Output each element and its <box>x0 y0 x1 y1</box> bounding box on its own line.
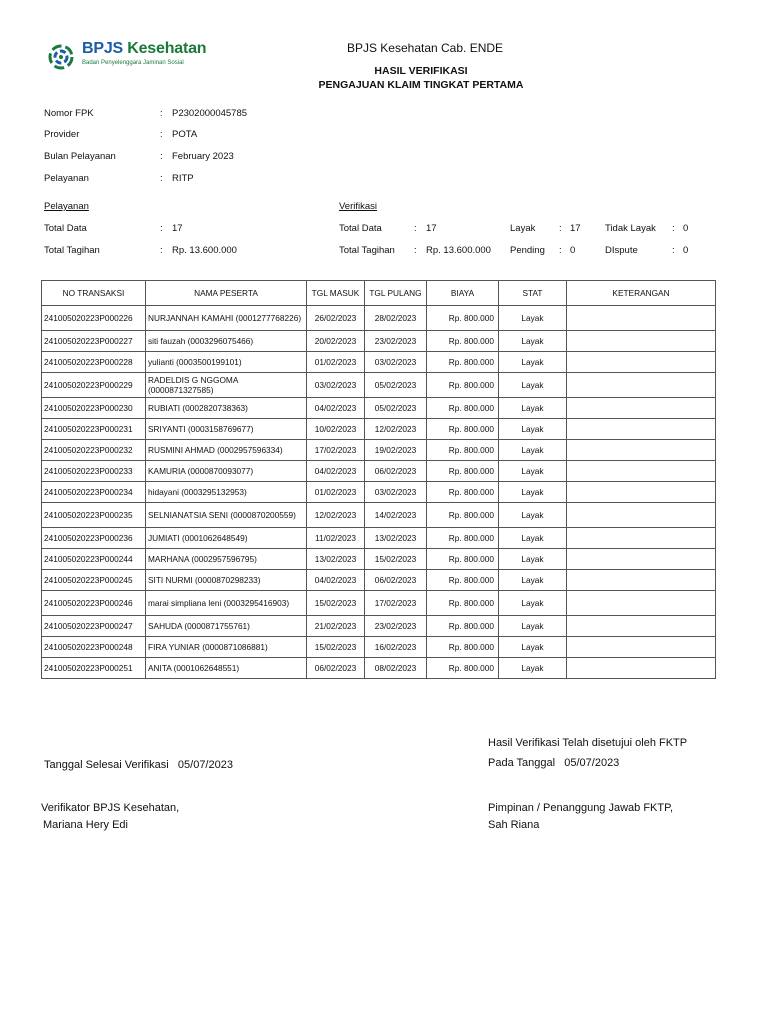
cell-ket <box>567 461 716 482</box>
cell-ket <box>567 373 716 398</box>
nomor-fpk-value: P2302000045785 <box>172 108 248 119</box>
cell-stat: Layak <box>499 503 567 528</box>
cell-biaya: Rp. 800.000 <box>427 658 499 679</box>
cell-masuk: 04/02/2023 <box>307 398 365 419</box>
cell-nama: SELNIANATSIA SENI (0000870200559) <box>146 503 307 528</box>
cell-masuk: 03/02/2023 <box>307 373 365 398</box>
pimpinan-title: Pimpinan / Penanggung Jawab FKTP, <box>488 802 674 814</box>
tidak-layak-label: Tidak Layak <box>605 223 656 234</box>
colon: : <box>414 245 417 256</box>
table-row <box>42 570 716 591</box>
pelayanan-label: Pelayanan <box>44 173 89 184</box>
column-header-tgl-pulang: TGL PULANG <box>365 281 427 306</box>
pel-total-tagihan-label: Total Tagihan <box>44 245 100 256</box>
cell-ket <box>567 419 716 440</box>
cell-ket <box>567 549 716 570</box>
cell-stat: Layak <box>499 331 567 352</box>
cell-pulang: 03/02/2023 <box>365 352 427 373</box>
cell-biaya: Rp. 800.000 <box>427 306 499 331</box>
cell-pulang: 14/02/2023 <box>365 503 427 528</box>
pelayanan-heading: Pelayanan <box>44 201 89 212</box>
cell-nama: hidayani (0003295132953) <box>146 482 307 503</box>
cell-no: 241005020223P000236 <box>42 528 146 549</box>
cell-no: 241005020223P000248 <box>42 637 146 658</box>
cell-pulang: 05/02/2023 <box>365 398 427 419</box>
table-row <box>42 591 716 616</box>
cell-stat: Layak <box>499 528 567 549</box>
bulan-value: February 2023 <box>172 151 234 162</box>
cell-ket <box>567 658 716 679</box>
cell-ket <box>567 352 716 373</box>
cell-stat: Layak <box>499 398 567 419</box>
cell-ket <box>567 306 716 331</box>
cell-masuk: 17/02/2023 <box>307 440 365 461</box>
layak-label: Layak <box>510 223 536 234</box>
cell-pulang: 13/02/2023 <box>365 528 427 549</box>
provider-value: POTA <box>172 129 198 140</box>
verifikator-name: Mariana Hery Edi <box>43 819 128 831</box>
cell-biaya: Rp. 800.000 <box>427 331 499 352</box>
table-body <box>42 306 716 679</box>
cell-masuk: 21/02/2023 <box>307 616 365 637</box>
cell-nama: RUSMINI AHMAD (0002957596334) <box>146 440 307 461</box>
table-row <box>42 616 716 637</box>
cell-biaya: Rp. 800.000 <box>427 398 499 419</box>
cell-ket <box>567 637 716 658</box>
column-header-nama-peserta: NAMA PESERTA <box>146 281 307 306</box>
cell-biaya: Rp. 800.000 <box>427 528 499 549</box>
cell-stat: Layak <box>499 591 567 616</box>
cell-nama: SAHUDA (0000871755761) <box>146 616 307 637</box>
cell-pulang: 03/02/2023 <box>365 482 427 503</box>
cell-stat: Layak <box>499 570 567 591</box>
table-row <box>42 549 716 570</box>
cell-ket <box>567 440 716 461</box>
ver-total-tagihan-label: Total Tagihan <box>339 245 395 256</box>
cell-nama: RUBIATI (0002820738363) <box>146 398 307 419</box>
column-header-biaya: BIAYA <box>427 281 499 306</box>
doc-title: HASIL VERIFIKASI <box>374 65 468 77</box>
provider-label: Provider <box>44 129 80 140</box>
cell-masuk: 10/02/2023 <box>307 419 365 440</box>
table-row <box>42 440 716 461</box>
colon: : <box>559 223 562 234</box>
cell-no: 241005020223P000244 <box>42 549 146 570</box>
approval-date: Pada Tanggal 05/07/2023 <box>488 757 620 769</box>
table-row <box>42 461 716 482</box>
cell-ket <box>567 591 716 616</box>
cell-stat: Layak <box>499 658 567 679</box>
colon: : <box>160 223 163 234</box>
cell-pulang: 12/02/2023 <box>365 419 427 440</box>
verifikasi-heading: Verifikasi <box>339 201 378 212</box>
cell-pulang: 06/02/2023 <box>365 570 427 591</box>
table-row <box>42 637 716 658</box>
cell-biaya: Rp. 800.000 <box>427 503 499 528</box>
cell-masuk: 01/02/2023 <box>307 482 365 503</box>
cell-pulang: 16/02/2023 <box>365 637 427 658</box>
colon: : <box>559 245 562 256</box>
cell-masuk: 04/02/2023 <box>307 570 365 591</box>
colon: : <box>160 108 163 119</box>
cell-pulang: 06/02/2023 <box>365 461 427 482</box>
cell-stat: Layak <box>499 373 567 398</box>
cell-pulang: 05/02/2023 <box>365 373 427 398</box>
colon: : <box>160 245 163 256</box>
cell-stat: Layak <box>499 461 567 482</box>
logo-tagline: Badan Penyelenggara Jaminan Sosial <box>82 60 184 66</box>
cell-biaya: Rp. 800.000 <box>427 440 499 461</box>
ver-total-data-label: Total Data <box>339 223 382 234</box>
colon: : <box>160 173 163 184</box>
cell-masuk: 04/02/2023 <box>307 461 365 482</box>
cell-nama: SITI NURMI (0000870298233) <box>146 570 307 591</box>
cell-nama: KAMURIA (0000870093077) <box>146 461 307 482</box>
table-row <box>42 398 716 419</box>
pel-total-tagihan-value: Rp. 13.600.000 <box>172 245 237 256</box>
cell-pulang: 19/02/2023 <box>365 440 427 461</box>
cell-stat: Layak <box>499 352 567 373</box>
cell-pulang: 23/02/2023 <box>365 331 427 352</box>
table-row <box>42 528 716 549</box>
cell-nama: FIRA YUNIAR (0000871086881) <box>146 637 307 658</box>
cell-masuk: 26/02/2023 <box>307 306 365 331</box>
table-header-row <box>42 281 716 306</box>
pel-total-data-label: Total Data <box>44 223 87 234</box>
pending-value: 0 <box>570 245 576 256</box>
table-row <box>42 373 716 398</box>
colon: : <box>414 223 417 234</box>
cell-nama: JUMIATI (0001062648549) <box>146 528 307 549</box>
cell-biaya: Rp. 800.000 <box>427 373 499 398</box>
cell-nama: marai simpliana leni (0003295416903) <box>146 591 307 616</box>
cell-masuk: 12/02/2023 <box>307 503 365 528</box>
tidak-layak-value: 0 <box>683 223 689 234</box>
ver-total-data-value: 17 <box>426 223 437 234</box>
cell-no: 241005020223P000229 <box>42 373 146 398</box>
cell-masuk: 15/02/2023 <box>307 591 365 616</box>
cell-nama: siti fauzah (0003296075466) <box>146 331 307 352</box>
cell-ket <box>567 331 716 352</box>
cell-no: 241005020223P000246 <box>42 591 146 616</box>
cell-no: 241005020223P000247 <box>42 616 146 637</box>
verifikator-title: Verifikator BPJS Kesehatan, <box>41 802 180 814</box>
cell-ket <box>567 503 716 528</box>
cell-stat: Layak <box>499 616 567 637</box>
cell-biaya: Rp. 800.000 <box>427 549 499 570</box>
pending-label: Pending <box>510 245 545 256</box>
dispute-value: 0 <box>683 245 689 256</box>
cell-no: 241005020223P000232 <box>42 440 146 461</box>
cell-masuk: 20/02/2023 <box>307 331 365 352</box>
cell-masuk: 01/02/2023 <box>307 352 365 373</box>
column-header-stat: STAT <box>499 281 567 306</box>
cell-biaya: Rp. 800.000 <box>427 570 499 591</box>
cell-no: 241005020223P000245 <box>42 570 146 591</box>
colon: : <box>672 223 675 234</box>
cell-pulang: 08/02/2023 <box>365 658 427 679</box>
cell-nama: ANITA (0001062648551) <box>146 658 307 679</box>
cell-no: 241005020223P000226 <box>42 306 146 331</box>
pel-total-data-value: 17 <box>172 223 183 234</box>
pelayanan-value: RITP <box>172 173 194 184</box>
cell-biaya: Rp. 800.000 <box>427 591 499 616</box>
cell-no: 241005020223P000230 <box>42 398 146 419</box>
cell-no: 241005020223P000227 <box>42 331 146 352</box>
cell-biaya: Rp. 800.000 <box>427 637 499 658</box>
table-row <box>42 503 716 528</box>
cell-stat: Layak <box>499 306 567 331</box>
table-row <box>42 306 716 331</box>
cell-nama: RADELDIS G NGGOMA (0000871327585) <box>146 373 307 398</box>
doc-subtitle: PENGAJUAN KLAIM TINGKAT PERTAMA <box>318 79 524 91</box>
cell-biaya: Rp. 800.000 <box>427 461 499 482</box>
verification-date: Tanggal Selesai Verifikasi 05/07/2023 <box>44 759 233 771</box>
nomor-fpk-label: Nomor FPK <box>44 108 94 119</box>
cell-ket <box>567 570 716 591</box>
cell-pulang: 28/02/2023 <box>365 306 427 331</box>
cell-no: 241005020223P000233 <box>42 461 146 482</box>
cell-ket <box>567 528 716 549</box>
cell-masuk: 06/02/2023 <box>307 658 365 679</box>
cell-biaya: Rp. 800.000 <box>427 482 499 503</box>
colon: : <box>160 151 163 162</box>
transaction-table <box>41 280 716 679</box>
cell-nama: MARHANA (0002957596795) <box>146 549 307 570</box>
approval-note: Hasil Verifikasi Telah disetujui oleh FKTP <box>488 737 688 749</box>
cell-biaya: Rp. 800.000 <box>427 616 499 637</box>
bulan-label: Bulan Pelayanan <box>44 151 116 162</box>
cell-no: 241005020223P000231 <box>42 419 146 440</box>
cell-pulang: 17/02/2023 <box>365 591 427 616</box>
ver-total-tagihan-value: Rp. 13.600.000 <box>426 245 491 256</box>
cell-no: 241005020223P000251 <box>42 658 146 679</box>
cell-stat: Layak <box>499 482 567 503</box>
cell-biaya: Rp. 800.000 <box>427 419 499 440</box>
cell-nama: NURJANNAH KAMAHI (0001277768226) <box>146 306 307 331</box>
table-row <box>42 658 716 679</box>
colon: : <box>672 245 675 256</box>
cell-masuk: 11/02/2023 <box>307 528 365 549</box>
column-header-tgl-masuk: TGL MASUK <box>307 281 365 306</box>
cell-no: 241005020223P000228 <box>42 352 146 373</box>
layak-value: 17 <box>570 223 581 234</box>
cell-no: 241005020223P000234 <box>42 482 146 503</box>
cell-ket <box>567 482 716 503</box>
branch-name: BPJS Kesehatan Cab. ENDE <box>346 41 504 55</box>
cell-pulang: 15/02/2023 <box>365 549 427 570</box>
dispute-label: DIspute <box>605 245 638 256</box>
logo-wordmark: BPJS Kesehatan <box>82 40 207 57</box>
table-row <box>42 331 716 352</box>
cell-masuk: 15/02/2023 <box>307 637 365 658</box>
column-header-no-transaksi: NO TRANSAKSI <box>42 281 146 306</box>
column-header-keterangan: KETERANGAN <box>567 281 716 306</box>
cell-stat: Layak <box>499 549 567 570</box>
cell-nama: SRIYANTI (0003158769677) <box>146 419 307 440</box>
cell-ket <box>567 616 716 637</box>
cell-no: 241005020223P000235 <box>42 503 146 528</box>
cell-stat: Layak <box>499 419 567 440</box>
table-row <box>42 352 716 373</box>
table-row <box>42 482 716 503</box>
cell-pulang: 23/02/2023 <box>365 616 427 637</box>
cell-stat: Layak <box>499 637 567 658</box>
cell-ket <box>567 398 716 419</box>
table-row <box>42 419 716 440</box>
cell-stat: Layak <box>499 440 567 461</box>
colon: : <box>160 129 163 140</box>
cell-biaya: Rp. 800.000 <box>427 352 499 373</box>
cell-nama: yulianti (0003500199101) <box>146 352 307 373</box>
cell-masuk: 13/02/2023 <box>307 549 365 570</box>
pimpinan-name: Sah Riana <box>488 819 540 831</box>
